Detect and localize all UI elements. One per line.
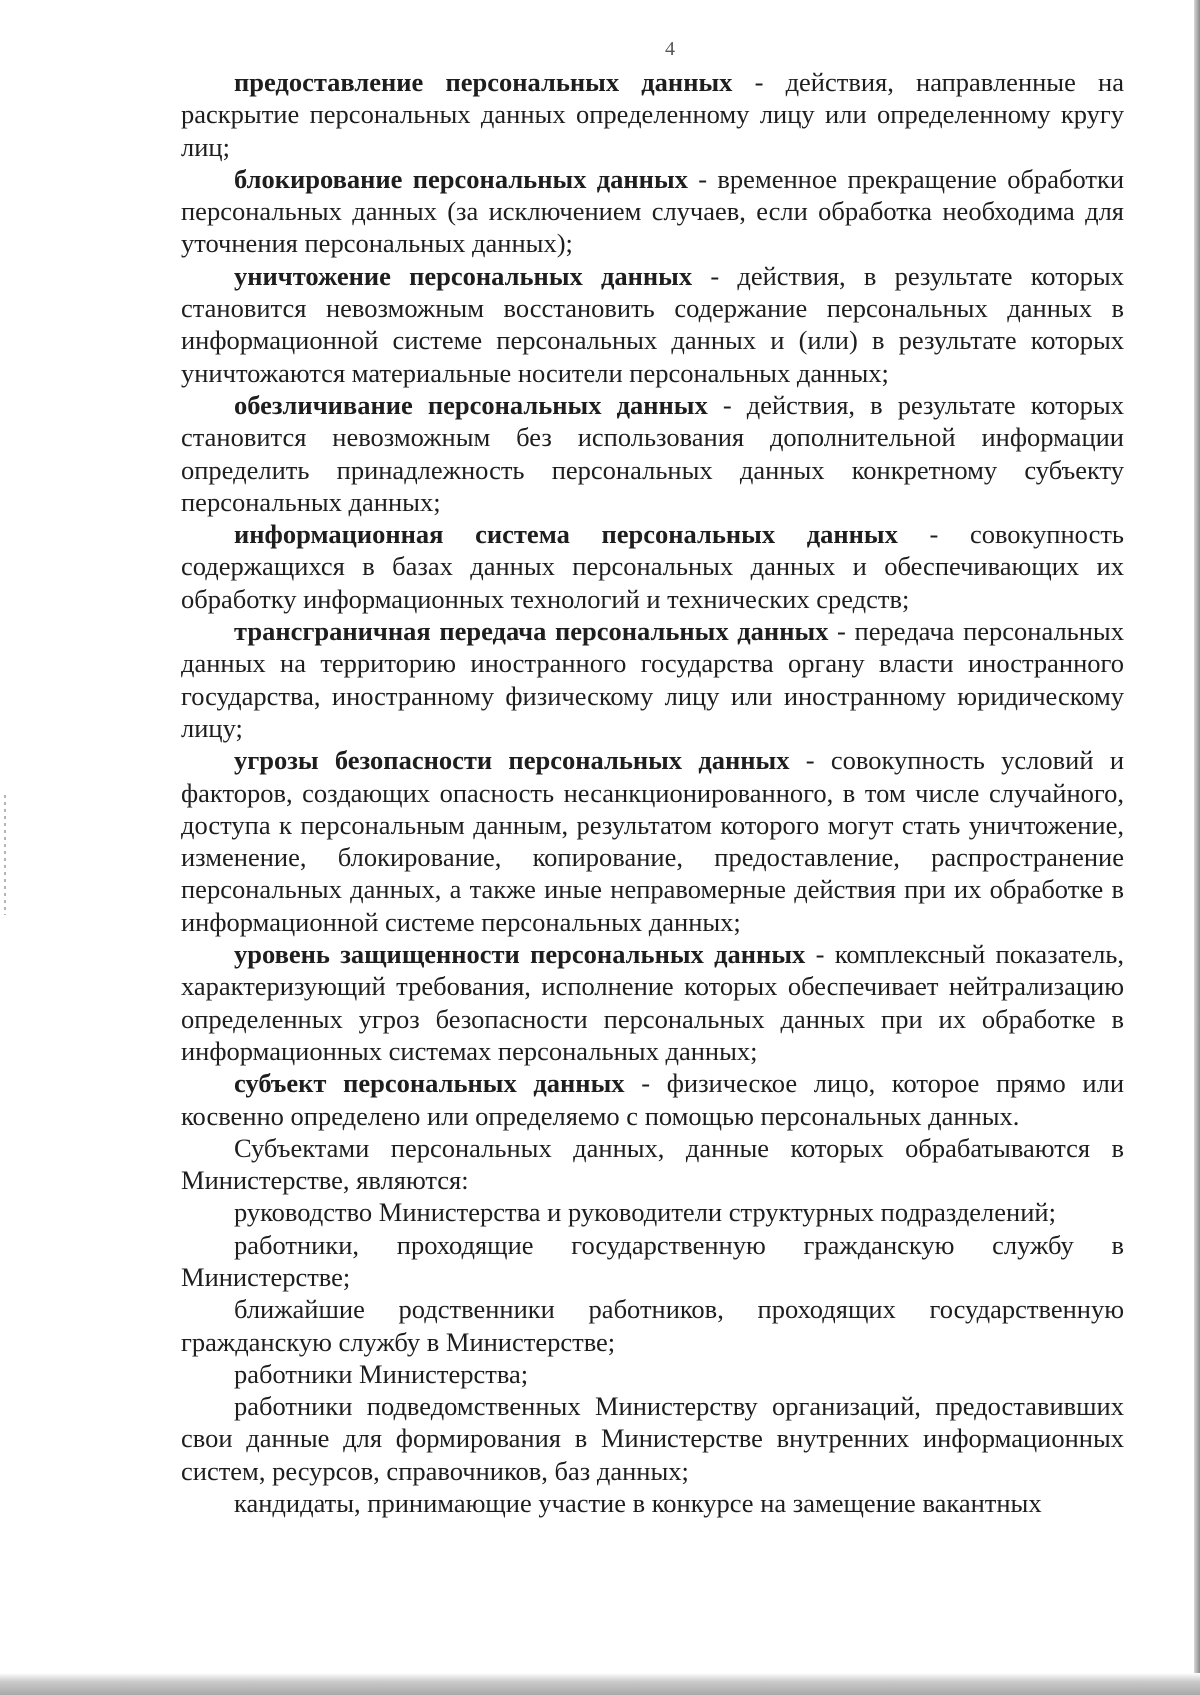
scan-right-edge [1194,0,1200,1695]
subject-list-item: кандидаты, принимающие участие в конкурсе на замещение вакантных [234,1488,1042,1519]
definition-text: - действия, направленные на раскрытие персональных данных определенному лицу или определенному кругу лиц; [181,67,1124,162]
definition-paragraph [181,260,1124,389]
definition-text: - комплексный показатель, характеризующий требования, исполнение которых обеспечивает нейтрализацию определенных угроз безопасности персональных данных при их обработке в информационных системах персональных данных; [181,939,1124,1066]
definition-term: информационная система персональных данных [234,519,898,550]
definition-term: предоставление персональных данных [234,67,733,97]
definition-term: трансграничная передача персональных данных [234,616,829,647]
definition-text: - действия, в результате которых становится невозможным без использования дополнительной информации определить принадлежность персональных данных конкретному субъекту персональных данных; [181,389,1124,517]
document-body [181,66,1124,1519]
definition-term: уровень защищенности персональных данных [234,939,806,970]
definition-paragraph [181,66,1124,163]
scan-bottom-edge [0,1673,1200,1695]
definition-paragraph [181,744,1124,938]
definition-text: - совокупность содержащихся в базах данных персональных данных и обеспечивающих их обработку информационных технологий и технических средств; [181,519,1125,614]
subjects-intro-paragraph: Субъектами персональных данных, данные которых обрабатываются в Министерстве, являются: [181,1132,1124,1196]
definition-paragraph [181,389,1124,518]
definition-paragraph [181,1067,1124,1132]
definition-paragraph [181,615,1124,744]
page-number: 4 [665,38,675,60]
definition-text: - совокупность условий и факторов, создающих опасность несанкционированного, в том числе случайного, доступа к персональным данным, результатом которого могут стать уничтожение, изменение, блокирование, копирование, предоставление, распространение персональных данных, а также иные неправомерные действия при их обработке в информационной системе персональных данных; [181,745,1124,937]
subject-list-item: работники, проходящие государственную гражданскую службу в Министерстве; [181,1229,1124,1292]
subject-list-item: руководство Министерства и руководители структурных подразделений; [234,1197,1056,1228]
definition-text: - действия, в результате которых становится невозможным восстановить содержание персональных данных в информационной системе персональных данных и (или) в результате которых уничтожаются материальные носители персональных данных; [181,260,1124,388]
definition-term: блокирование персональных данных [234,163,688,194]
definition-paragraph [181,938,1124,1067]
definition-text: - временное прекращение обработки персональных данных (за исключением случаев, если обработка необходима для уточнения персональных данных); [181,163,1125,259]
definition-paragraph [181,518,1124,615]
definition-term: обезличивание персональных данных [234,389,708,420]
definition-term: угрозы безопасности персональных данных [234,745,790,776]
subject-list-item: работники подведомственных Министерству организаций, предоставивших свои данные для формирования в Министерстве внутренних информационных систем, ресурсов, справочников, баз данных; [181,1391,1124,1486]
subject-list-item: ближайшие родственники работников, проходящих государственную гражданскую службу в Министерстве; [181,1294,1124,1357]
definition-term: субъект персональных данных [234,1068,625,1099]
subject-list-item: работники Министерства; [234,1358,529,1389]
definition-paragraph [181,163,1124,260]
definition-term: уничтожение персональных данных [234,260,693,291]
scan-binding-mark [4,795,6,915]
definition-text: - передача персональных данных на территорию иностранного государства органу власти иностранного государства, иностранному физическому лицу или иностранному юридическому лицу; [181,616,1124,743]
definition-text: - физическое лицо, которое прямо или косвенно определено или определяемо с помощью персональных данных. [181,1068,1125,1131]
